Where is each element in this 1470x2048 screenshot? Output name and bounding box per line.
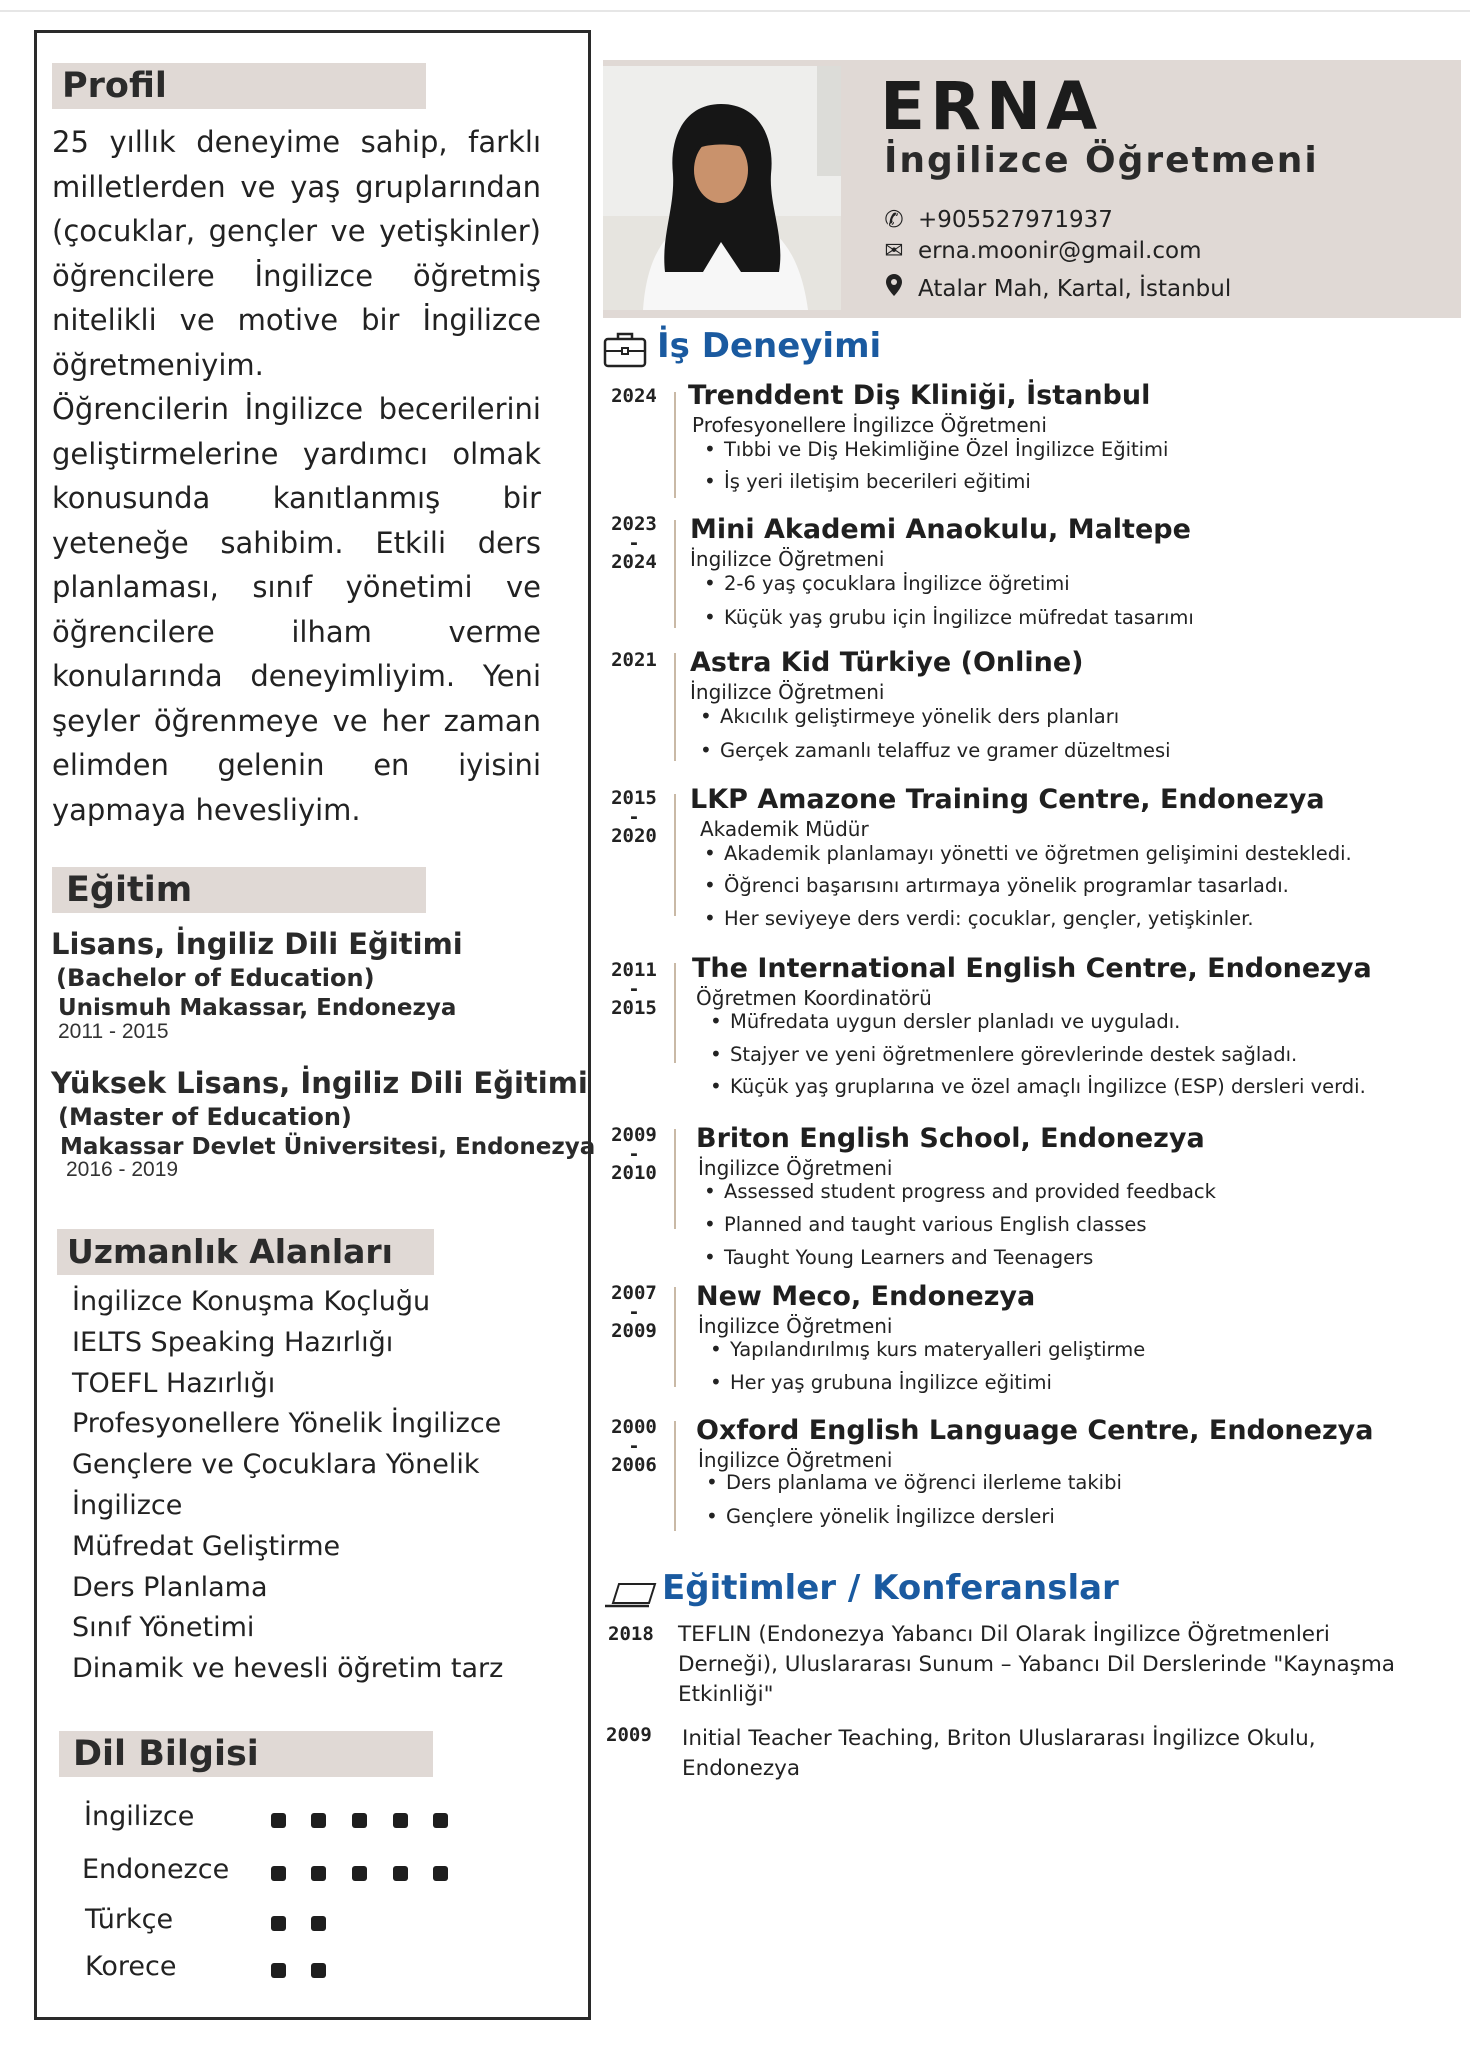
- languages-heading: Dil Bilgisi: [59, 1731, 433, 1777]
- education-2-school: Makassar Devlet Üniversitesi, Endonezya: [60, 1134, 596, 1160]
- job-years: 2021: [611, 649, 657, 671]
- level-dot: [271, 1866, 286, 1881]
- phone-value: +905527971937: [918, 207, 1113, 233]
- level-dot: [311, 1866, 326, 1881]
- job-years: 2000 - 2006: [611, 1416, 657, 1476]
- level-dot: [271, 1916, 286, 1931]
- email-value: erna.moonir@gmail.com: [918, 238, 1202, 264]
- job-years: 2023 - 2024: [611, 513, 657, 573]
- job-years: 2015 - 2020: [611, 787, 657, 847]
- training-text: TEFLIN (Endonezya Yabancı Dil Olarak İngilizce Öğretmenleri Derneği), Uluslararası Sunum – Yabancı Dil Derslerinde "Kaynaşma Etkinliği": [678, 1622, 1395, 1707]
- job-years: 2009 - 2010: [611, 1124, 657, 1184]
- portrait-image: [603, 66, 841, 310]
- language-row-turkish: [80, 1904, 500, 1944]
- timeline-line: [674, 520, 676, 628]
- skill-item: Müfredat Geliştirme: [72, 1530, 341, 1562]
- job-bullet: • Planned and taught various English classes: [724, 1213, 1147, 1236]
- job-entry: [600, 380, 1460, 500]
- job-years: 2024: [611, 385, 657, 407]
- level-dot: [311, 1813, 326, 1828]
- language-name: İngilizce: [84, 1801, 195, 1832]
- job-entry: [600, 514, 1460, 634]
- job-company: Astra Kid Türkiye (Online): [690, 647, 1084, 678]
- profile-heading: Profil: [52, 63, 426, 109]
- job-company: Mini Akademi Anaokulu, Maltepe: [690, 514, 1191, 545]
- education-1-years: 2011 - 2015: [58, 1020, 169, 1043]
- job-years: 2007 - 2009: [611, 1282, 657, 1342]
- job-bullet: • Akıcılık geliştirmeye yönelik ders planları: [720, 705, 1119, 728]
- timeline-line: [674, 1129, 676, 1229]
- job-role: Profesyonellere İngilizce Öğretmeni: [692, 413, 1047, 437]
- phone-icon: ✆: [884, 207, 904, 233]
- skill-item: Dinamik ve hevesli öğretim tarz: [72, 1653, 504, 1685]
- education-heading: Eğitim: [52, 867, 426, 913]
- job-bullet: • Her seviyeye ders verdi: çocuklar, gençler, yetişkinler.: [724, 907, 1254, 930]
- job-bullet: • Öğrenci başarısını artırmaya yönelik programlar tasarladı.: [724, 874, 1289, 897]
- job-bullet: • Küçük yaş grubu için İngilizce müfredat tasarımı: [724, 606, 1194, 629]
- job-company: Briton English School, Endonezya: [696, 1123, 1205, 1154]
- skill-item: TOEFL Hazırlığı: [72, 1367, 276, 1399]
- training-year: 2009: [606, 1724, 652, 1746]
- candidate-name: ERNA: [880, 68, 1103, 145]
- job-company: Oxford English Language Centre, Endonezya: [696, 1415, 1374, 1446]
- job-company: Trenddent Diş Kliniği, İstanbul: [688, 380, 1151, 411]
- top-divider: [0, 10, 1470, 12]
- job-bullet: • Gerçek zamanlı telaffuz ve gramer düzeltmesi: [720, 739, 1171, 762]
- skills-list: [72, 1282, 572, 1690]
- job-bullet: • Müfredata uygun dersler planladı ve uyguladı.: [730, 1010, 1180, 1033]
- education-2-title: Yüksek Lisans, İngiliz Dili Eğitimi: [51, 1066, 588, 1100]
- job-company: LKP Amazone Training Centre, Endonezya: [690, 784, 1325, 815]
- level-dot: [393, 1813, 408, 1828]
- job-entry: [600, 647, 1460, 767]
- job-bullet: • Gençlere yönelik İngilizce dersleri: [726, 1505, 1055, 1528]
- job-bullet: • Küçük yaş gruplarına ve özel amaçlı İngilizce (ESP) dersleri verdi.: [730, 1075, 1366, 1098]
- skill-item: İngilizce Konuşma Koçluğu: [72, 1286, 431, 1317]
- skill-item: Ders Planlama: [72, 1571, 268, 1603]
- language-name: Türkçe: [85, 1904, 174, 1935]
- job-entry: [600, 1281, 1460, 1401]
- job-entry: [600, 784, 1460, 944]
- job-role: İngilizce Öğretmeni: [698, 1314, 893, 1338]
- training-text: Initial Teacher Teaching, Briton Uluslararası İngilizce Okulu, Endonezya: [682, 1726, 1316, 1781]
- contact-phone: [880, 207, 1113, 233]
- job-role: İngilizce Öğretmeni: [698, 1156, 893, 1180]
- profile-paragraph-2: Öğrencilerin İngilizce becerilerini geliştirmelerine yardımcı olmak konusunda kanıtlanmış bir yeteneğe sahibim. Etkili ders planlaması, sınıf yönetimi ve öğrencilere ilham verme konularında deneyimliyim. Yeni şeyler öğrenmeye ve her zaman elimden gelenin en iyisini yapmaya hevesliyim.: [52, 392, 541, 827]
- timeline-line: [674, 794, 676, 916]
- language-row-english: [80, 1801, 500, 1841]
- laptop-icon: [605, 1581, 659, 1609]
- education-1-title: Lisans, İngiliz Dili Eğitimi: [51, 927, 463, 961]
- location-pin-icon: [880, 274, 908, 302]
- language-name: Korece: [85, 1951, 177, 1982]
- education-1-school: Unismuh Makassar, Endonezya: [58, 995, 457, 1021]
- timeline-line: [674, 963, 676, 1063]
- address-value: Atalar Mah, Kartal, İstanbul: [918, 276, 1232, 302]
- level-dot: [433, 1813, 448, 1828]
- trainings-heading: Eğitimler / Konferanslar: [662, 1568, 1119, 1608]
- job-bullet: • Assessed student progress and provided feedback: [724, 1180, 1216, 1203]
- job-bullet: • Yapılandırılmış kurs materyalleri geliştirme: [730, 1338, 1145, 1361]
- level-dot: [393, 1866, 408, 1881]
- job-bullet: • Tıbbi ve Diş Hekimliğine Özel İngilizce Eğitimi: [724, 438, 1168, 461]
- contact-address: [880, 274, 1231, 302]
- profile-photo: [603, 66, 841, 310]
- job-bullet: • İş yeri iletişim becerileri eğitimi: [724, 470, 1031, 493]
- job-role: Öğretmen Koordinatörü: [696, 986, 932, 1010]
- job-bullet: • Taught Young Learners and Teenagers: [724, 1246, 1093, 1269]
- job-entry: [600, 1123, 1460, 1273]
- level-dot: [271, 1963, 286, 1978]
- level-dot: [352, 1866, 367, 1881]
- level-dot: [352, 1813, 367, 1828]
- timeline-line: [674, 1421, 676, 1531]
- education-2-years: 2016 - 2019: [66, 1158, 179, 1181]
- briefcase-icon: [603, 330, 647, 368]
- skill-item: Gençlere ve Çocuklara Yönelik İngilizce: [72, 1449, 480, 1521]
- education-2-degree: (Master of Education): [58, 1103, 352, 1131]
- timeline-line: [674, 1287, 676, 1387]
- job-bullet: • 2-6 yaş çocuklara İngilizce öğretimi: [724, 572, 1070, 595]
- job-entry: [600, 953, 1460, 1113]
- job-bullet: • Ders planlama ve öğrenci ilerleme takibi: [726, 1471, 1122, 1494]
- timeline-line: [674, 392, 676, 498]
- job-role: İngilizce Öğretmeni: [690, 547, 885, 571]
- profile-text: [52, 120, 541, 832]
- profile-paragraph-1: 25 yıllık deneyime sahip, farklı milletlerden ve yaş gruplarından (çocuklar, gençler ve yetişkinler) öğrencilere İngilizce öğretmiş nitelikli ve motive bir İngilizce öğretmeniyim.: [52, 125, 541, 382]
- skill-item: Sınıf Yönetimi: [72, 1612, 255, 1644]
- job-role: Akademik Müdür: [700, 817, 869, 841]
- training-year: 2018: [608, 1623, 654, 1645]
- job-years: 2011 - 2015: [611, 959, 657, 1019]
- language-row-korean: [80, 1951, 500, 1991]
- language-name: Endonezce: [82, 1854, 230, 1885]
- job-bullet: • Stajyer ve yeni öğretmenlere görevlerinde destek sağladı.: [730, 1043, 1297, 1066]
- level-dot: [311, 1916, 326, 1931]
- experience-heading: İş Deneyimi: [657, 326, 882, 366]
- envelope-icon: ✉: [884, 238, 904, 264]
- level-dot: [433, 1866, 448, 1881]
- contact-email: [880, 238, 1201, 264]
- job-role: İngilizce Öğretmeni: [698, 1448, 893, 1472]
- job-role: İngilizce Öğretmeni: [690, 680, 885, 704]
- job-entry: [600, 1415, 1460, 1535]
- education-1-degree: (Bachelor of Education): [56, 964, 375, 992]
- level-dot: [271, 1813, 286, 1828]
- skill-item: IELTS Speaking Hazırlığı: [72, 1326, 394, 1358]
- skill-item: Profesyonellere Yönelik İngilizce: [72, 1408, 502, 1440]
- language-row-indonesian: [80, 1854, 500, 1894]
- job-bullet: • Her yaş grubuna İngilizce eğitimi: [730, 1371, 1052, 1394]
- job-company: The International English Centre, Endonezya: [692, 953, 1372, 984]
- level-dot: [311, 1963, 326, 1978]
- job-company: New Meco, Endonezya: [696, 1281, 1036, 1312]
- job-bullet: • Akademik planlamayı yönetti ve öğretmen gelişimini destekledi.: [724, 842, 1352, 865]
- skills-heading: Uzmanlık Alanları: [57, 1229, 434, 1275]
- candidate-title: İngilizce Öğretmeni: [884, 140, 1319, 181]
- timeline-line: [674, 653, 676, 761]
